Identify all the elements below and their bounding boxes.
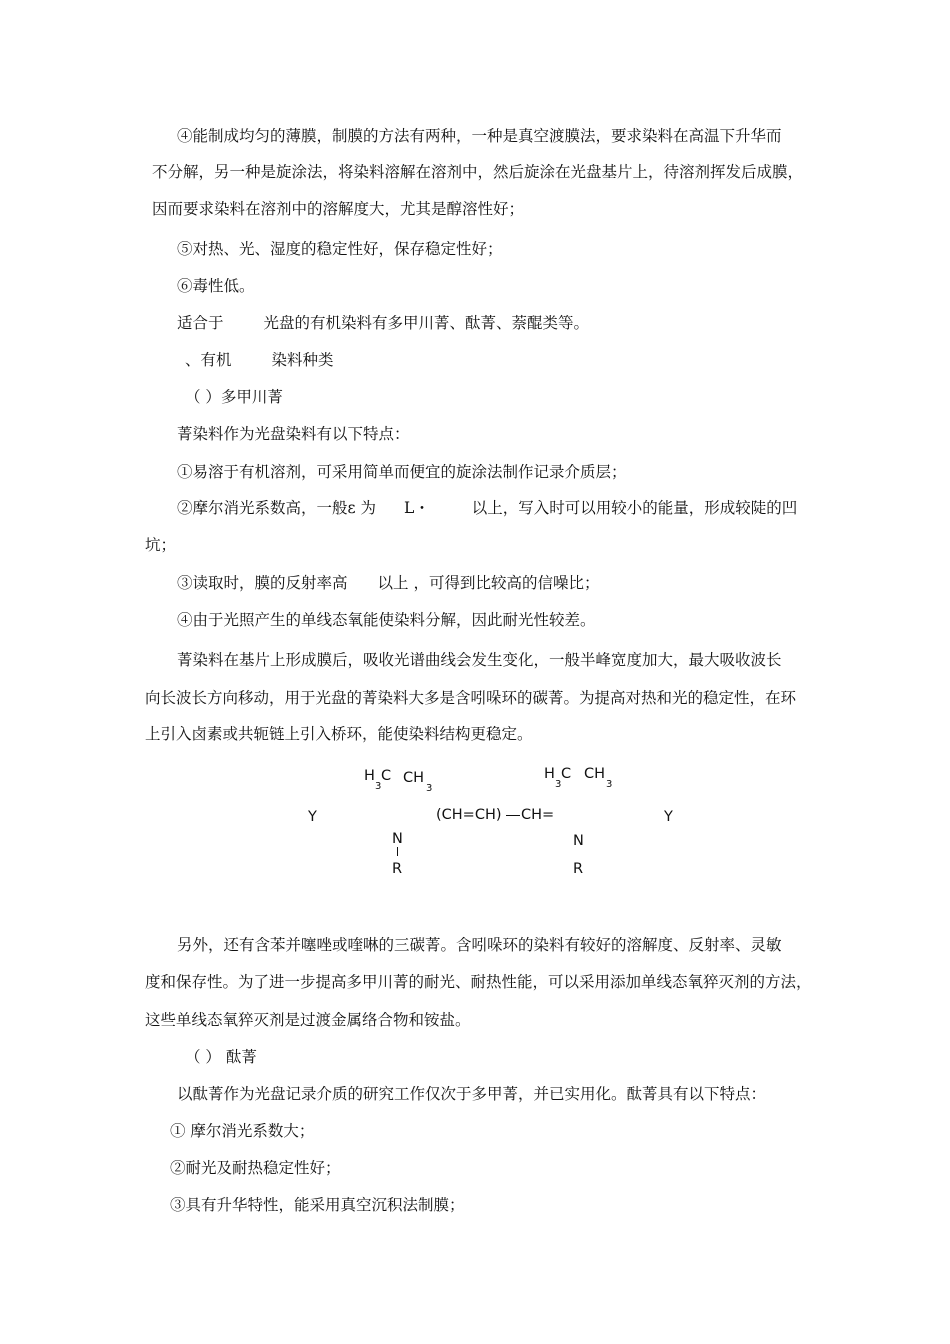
paragraph-line: 不分解，另一种是旋涂法，将染料溶解在溶剂中，然后旋涂在光盘基片上，待溶剂挥发后成膜，: [152, 163, 804, 181]
text-fragment: 光盘的有机染料有多甲川菁、酞菁、萘醌类等。: [263, 314, 590, 332]
paragraph-line: ①易溶于有机溶剂，可采用简单而便宜的旋涂法制作记录介质层；: [177, 463, 627, 481]
paragraph-line: [177, 313, 589, 333]
right-methyl-ch: CH: [584, 766, 606, 782]
text-fragment: 、有机: [185, 351, 232, 369]
paragraph-line: 向长波长方向移动，用于光盘的菁染料大多是含吲哚环的碳菁。为提高对热和光的稳定性，在环: [145, 689, 797, 707]
paragraph-line: 这些单线态氧猝灭剂是过渡金属络合物和铵盐。: [145, 1011, 471, 1029]
text-fragment: ②摩尔消光系数高，一般ε 为: [177, 499, 376, 517]
text-fragment: L・: [403, 499, 430, 517]
paragraph-line: [177, 573, 599, 593]
right-subscript: 3: [555, 779, 562, 790]
paragraph-line: 度和保存性。为了进一步提高多甲川菁的耐光、耐热性能，可以采用添加单线态氧猝灭剂的方法，: [145, 973, 812, 991]
subsection-heading: （ ） 酞菁: [185, 1048, 257, 1066]
methine-end: CH=: [521, 807, 555, 823]
paragraph-line: 以酞菁作为光盘记录介质的研究工作仅次于多甲菁，并已实用化。酞菁具有以下特点：: [177, 1085, 767, 1103]
left-methyl-ch: CH: [403, 770, 425, 786]
paragraph-line: ④能制成均匀的薄膜，制膜的方法有两种，一种是真空渡膜法，要求染料在高温下升华而: [177, 127, 782, 145]
left-n-r-bond: [397, 847, 398, 856]
text-fragment: 适合于: [177, 314, 224, 332]
subsection-heading: （ ）多甲川菁: [185, 388, 283, 406]
right-y-substituent: Y: [664, 809, 673, 825]
paragraph-line: ① 摩尔消光系数大；: [170, 1122, 315, 1140]
right-methyl-h: H: [544, 766, 555, 782]
paragraph-line: 因而要求染料在溶剂中的溶解度大，尤其是醇溶性好；: [152, 200, 525, 218]
paragraph-line: 菁染料作为光盘染料有以下特点：: [177, 425, 410, 443]
left-subscript: 3: [426, 783, 433, 794]
paragraph-line: ④由于光照产生的单线态氧能使染料分解，因此耐光性较差。: [177, 611, 596, 629]
text-fragment: ③读取时，膜的反射率高: [177, 574, 348, 592]
text-fragment: 以上 ，可得到比较高的信噪比；: [377, 574, 600, 592]
paragraph-line: ⑤对热、光、湿度的稳定性好，保存稳定性好；: [177, 240, 503, 258]
left-subscript: 3: [375, 781, 382, 792]
methine-chain: (CH=CH): [436, 807, 502, 823]
left-methyl-h: H: [364, 768, 375, 784]
text-fragment: 染料种类: [271, 351, 334, 369]
left-r-group: R: [392, 861, 403, 877]
text-fragment: 以上，写入时可以用较小的能量，形成较陡的凹: [471, 499, 798, 517]
right-r-group: R: [573, 861, 584, 877]
paragraph-line: ③具有升华特性，能采用真空沉积法制膜；: [170, 1196, 465, 1214]
paragraph-line: 上引入卤素或共轭链上引入桥环，能使染料结构更稳定。: [145, 725, 533, 743]
paragraph-line: ⑥毒性低。: [177, 277, 255, 295]
left-y-substituent: Y: [308, 809, 317, 825]
paragraph-line: 菁染料在基片上形成膜后，吸收光谱曲线会发生变化，一般半峰宽度加大，最大吸收波长: [177, 651, 782, 669]
paragraph-line: [177, 498, 797, 518]
right-subscript: 3: [606, 779, 613, 790]
left-methyl-c: C: [381, 768, 392, 784]
right-nitrogen: N: [573, 833, 584, 849]
left-nitrogen: N: [392, 831, 403, 847]
paragraph-line: 另外，还有含苯并噻唑或喹啉的三碳菁。含吲哚环的染料有较好的溶解度、反射率、灵敏: [177, 936, 782, 954]
paragraph-line: ②耐光及耐热稳定性好；: [170, 1159, 341, 1177]
section-heading: [185, 350, 334, 370]
chain-bond: [506, 815, 520, 816]
right-methyl-c: C: [561, 766, 572, 782]
paragraph-line: 坑；: [145, 536, 177, 554]
